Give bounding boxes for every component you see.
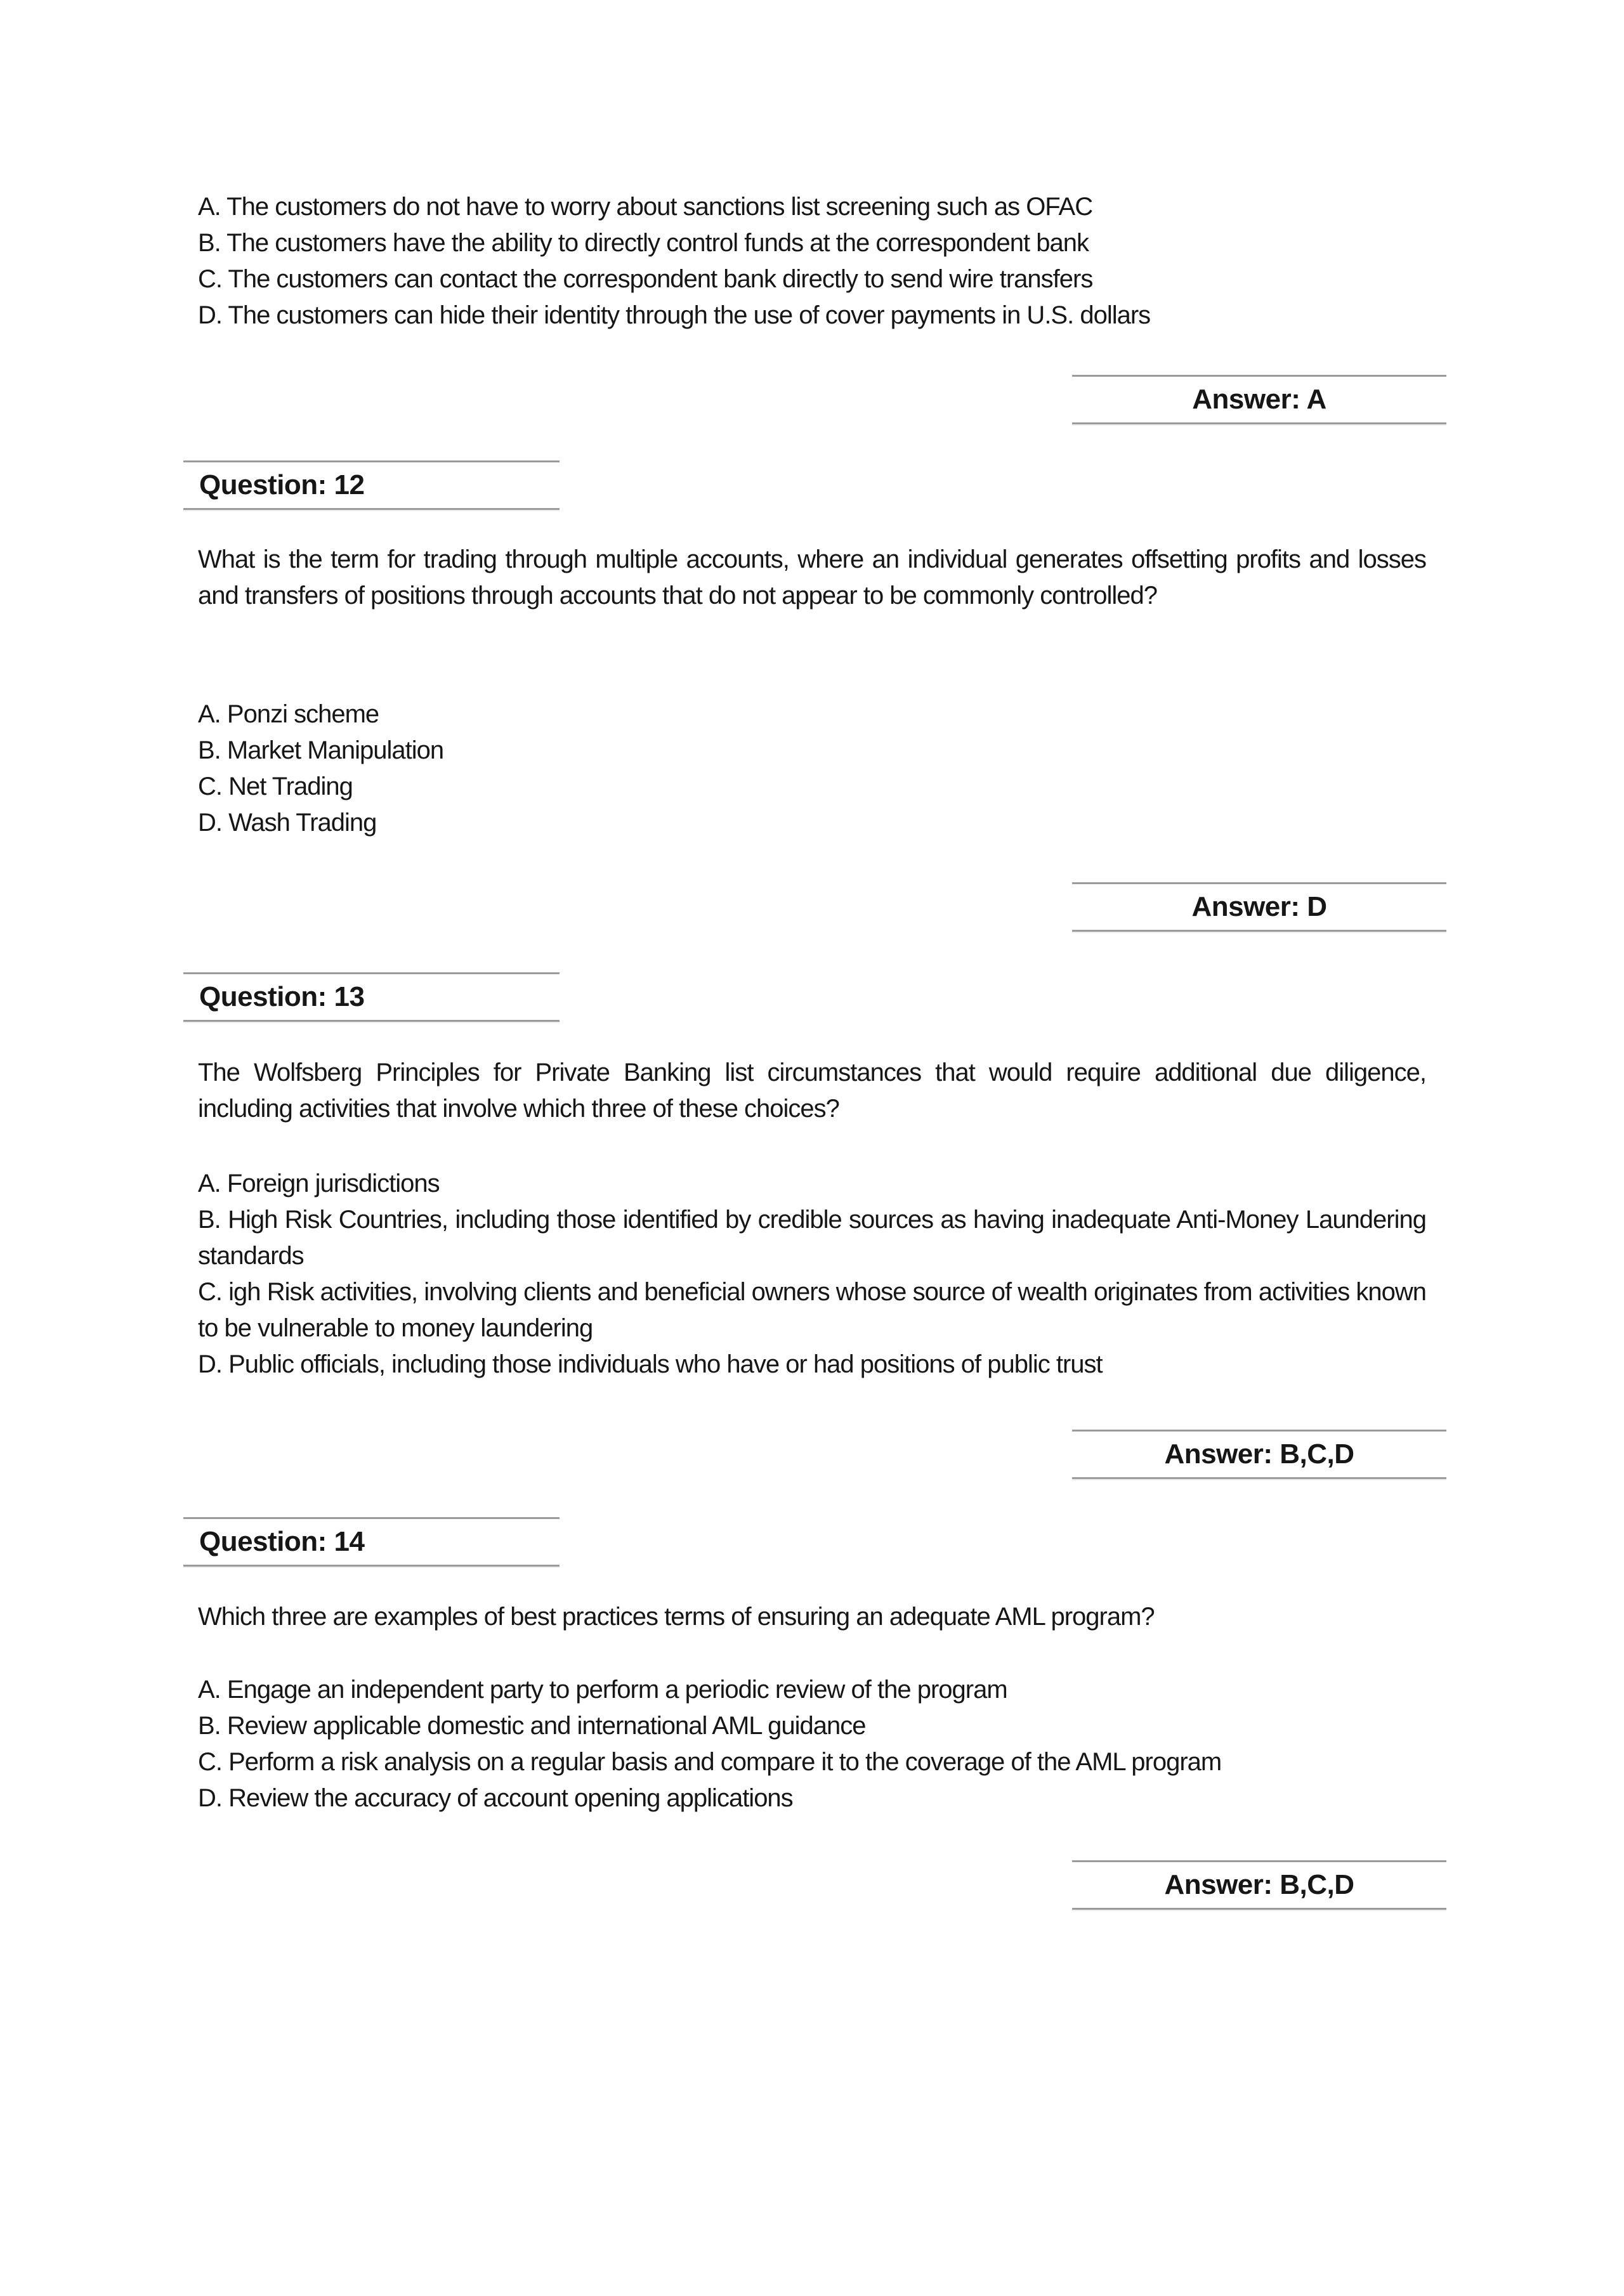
answer-box-q11 xyxy=(1072,375,1446,424)
answer-label-q13: Answer: B,C,D xyxy=(1164,1438,1354,1470)
question-13-text: The Wolfsberg Principles for Private Banking list circumstances that would require additional due diligence, including activities that involve which three of these choices? xyxy=(198,1059,1426,1123)
option-b: B. High Risk Countries, including those identified by credible sources as having inadequate Anti-Money Laundering standards xyxy=(198,1206,1426,1270)
question-14-text: Which three are examples of best practices terms of ensuring an adequate AML program? xyxy=(198,1603,1155,1631)
question-14-header xyxy=(183,1517,560,1567)
option-c: C. Perform a risk analysis on a regular basis and compare it to the coverage of the AML program xyxy=(198,1748,1222,1776)
question-13-title: Question: 13 xyxy=(199,981,365,1012)
option-b: B. The customers have the ability to directly control funds at the correspondent bank xyxy=(198,229,1089,257)
answer-label-q12: Answer: D xyxy=(1191,891,1327,922)
option-a: A. Ponzi scheme xyxy=(198,700,379,728)
option-a: A. The customers do not have to worry about sanctions list screening such as OFAC xyxy=(198,193,1093,221)
option-b: B. Market Manipulation xyxy=(198,736,444,764)
answer-label-q11: Answer: A xyxy=(1192,384,1326,415)
answer-label-q14: Answer: B,C,D xyxy=(1164,1869,1354,1900)
question-14-title: Question: 14 xyxy=(199,1526,365,1557)
option-c: C. Net Trading xyxy=(198,773,353,800)
option-a: A. Engage an independent party to perform a periodic review of the program xyxy=(198,1676,1007,1704)
answer-box-q12 xyxy=(1072,882,1446,932)
option-c: C. igh Risk activities, involving clients and beneficial owners whose source of wealth originates from activities known to be vulnerable to money laundering xyxy=(198,1278,1426,1342)
question-13-options xyxy=(198,1166,1426,1383)
question-12-header xyxy=(183,460,560,510)
question-11-options xyxy=(198,189,1426,334)
answer-box-q14 xyxy=(1072,1860,1446,1910)
question-14-options xyxy=(198,1672,1426,1817)
question-12-options xyxy=(198,696,1426,841)
option-c: C. The customers can contact the correspondent bank directly to send wire transfers xyxy=(198,265,1093,293)
option-d: D. The customers can hide their identity through the use of cover payments in U.S. dollars xyxy=(198,301,1151,329)
option-b: B. Review applicable domestic and international AML guidance xyxy=(198,1712,866,1740)
question-12-text: What is the term for trading through multiple accounts, where an individual generates offsetting profits and losses and transfers of positions through accounts that do not appear to be commonly controlled? xyxy=(198,545,1426,610)
answer-box-q13 xyxy=(1072,1430,1446,1479)
question-13-header xyxy=(183,972,560,1022)
question-12-title: Question: 12 xyxy=(199,469,365,500)
option-d: D. Public officials, including those individuals who have or had positions of public trust xyxy=(198,1350,1103,1378)
option-d: D. Wash Trading xyxy=(198,809,377,837)
option-a: A. Foreign jurisdictions xyxy=(198,1170,440,1197)
option-d: D. Review the accuracy of account opening applications xyxy=(198,1784,793,1812)
